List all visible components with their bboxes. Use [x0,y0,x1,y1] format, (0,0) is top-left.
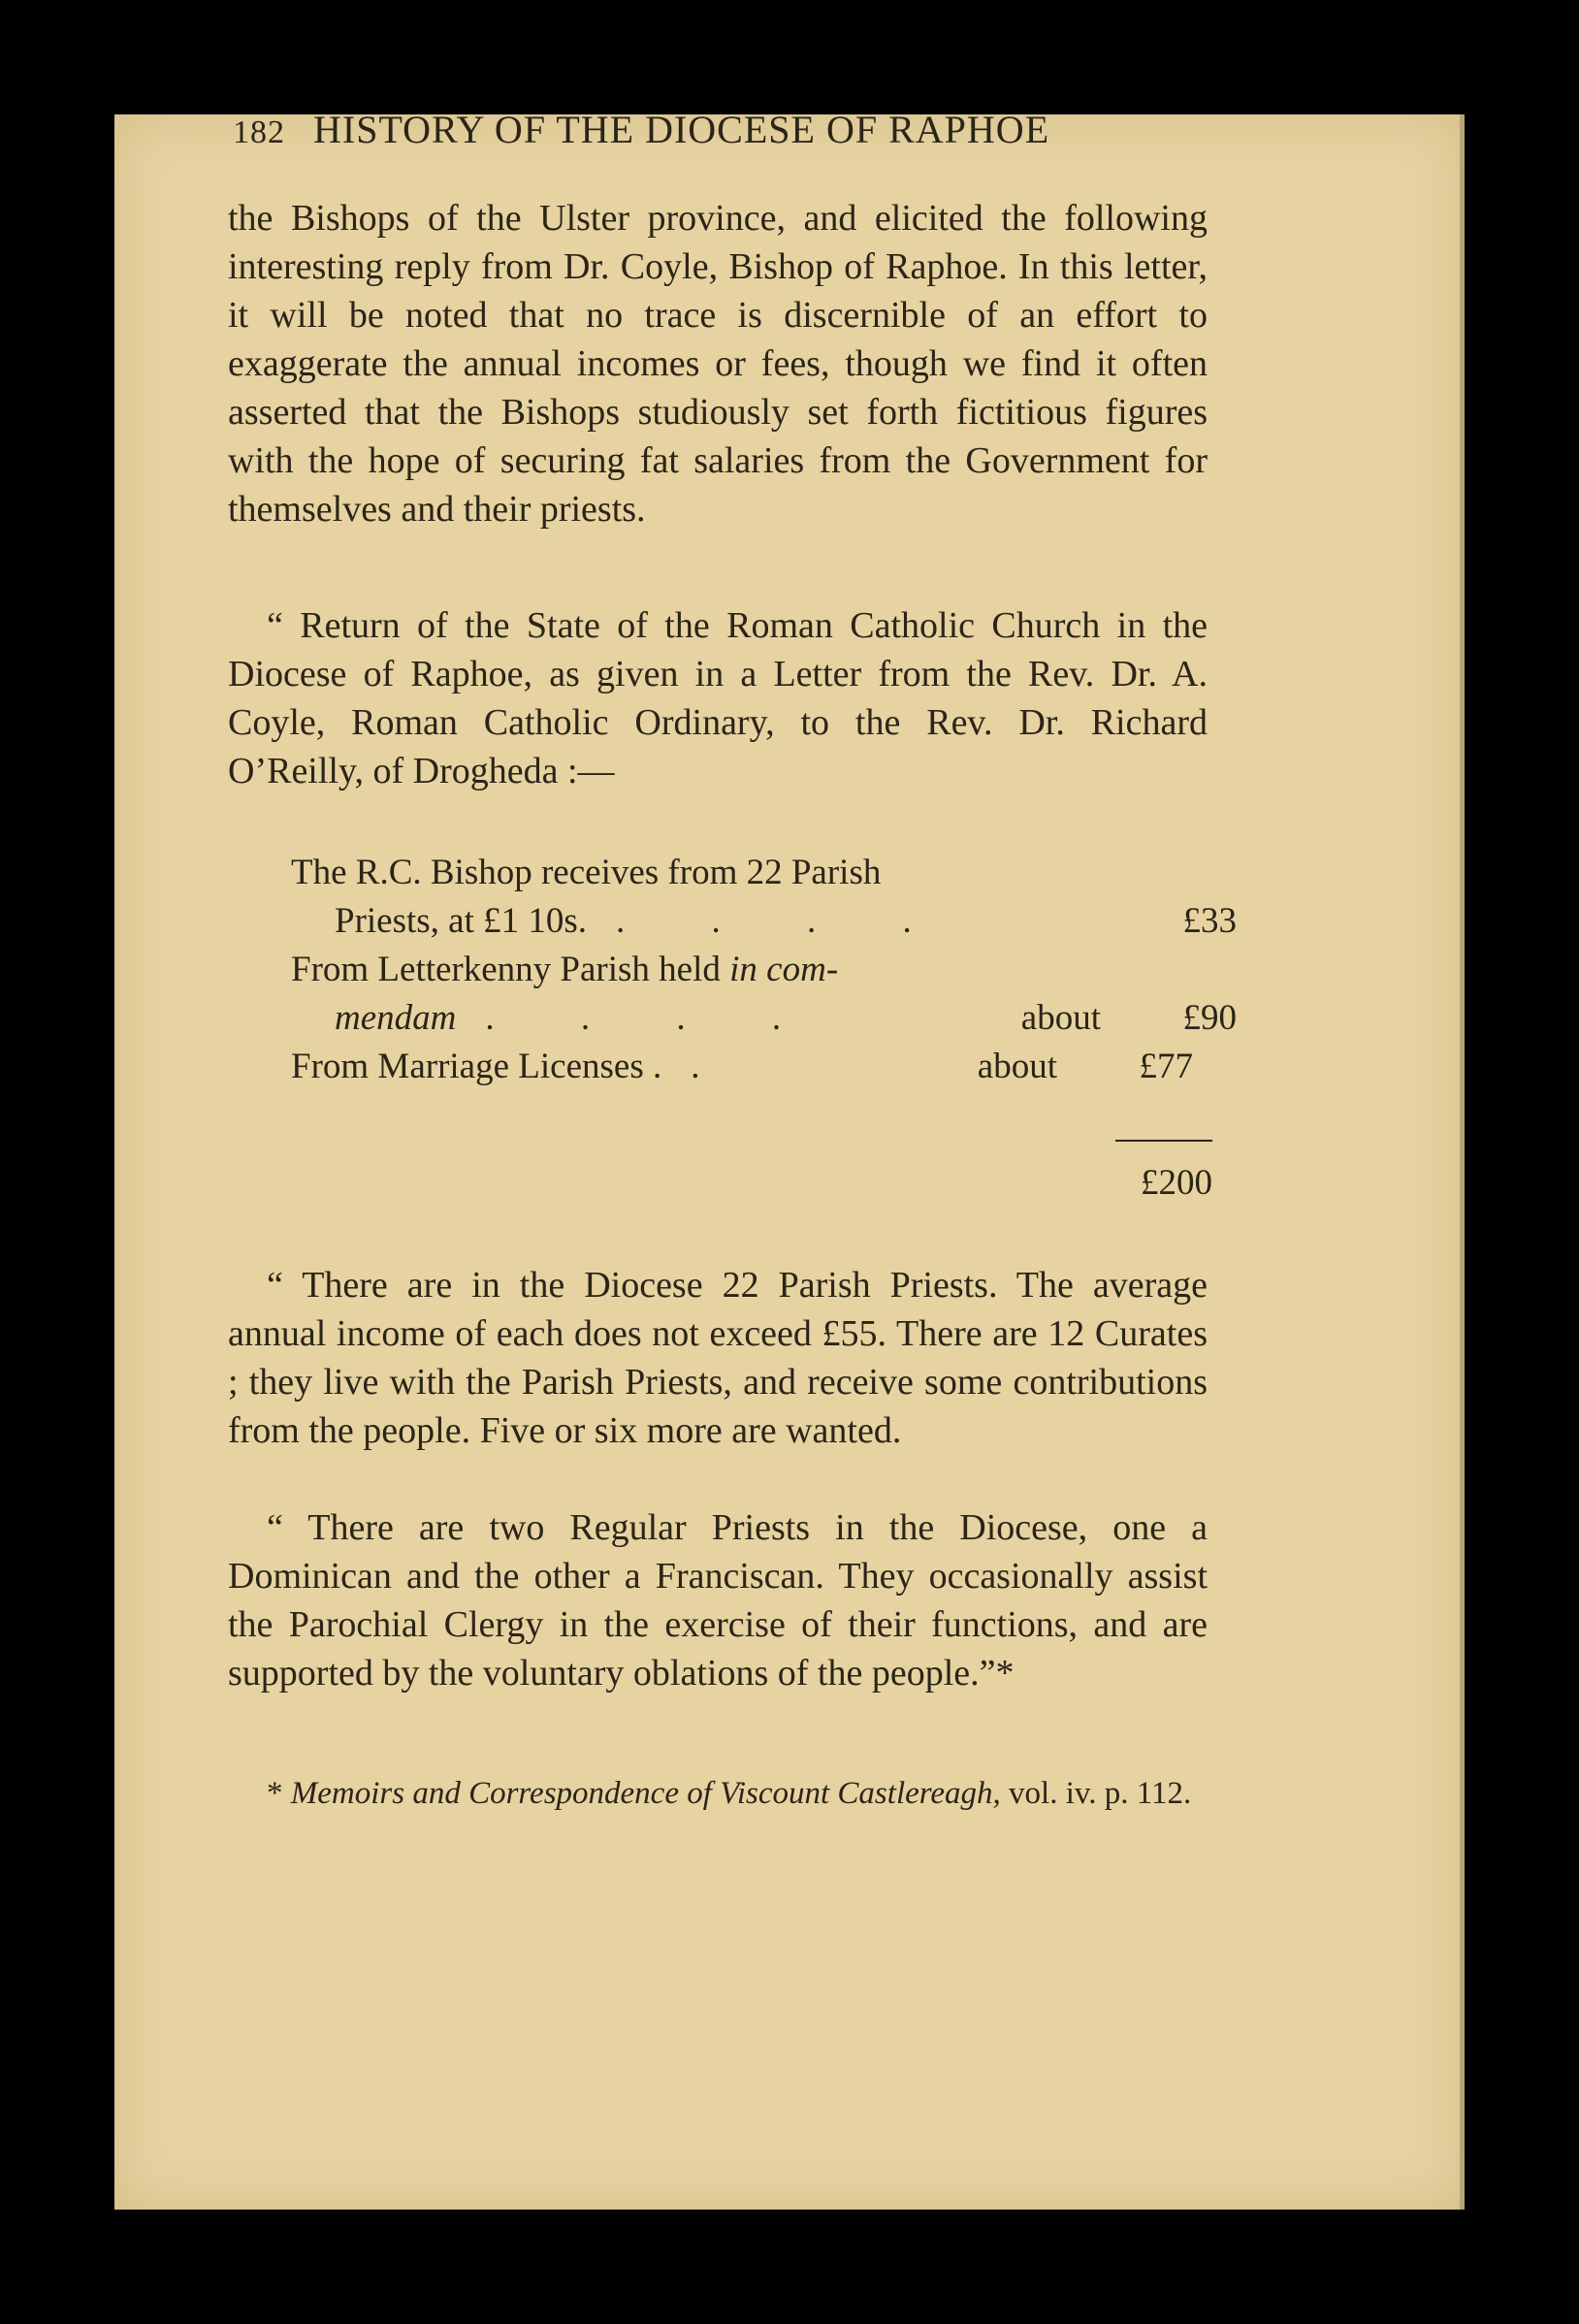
paragraph: “ Return of the State of the Roman Catholic Church in the Diocese of Raphoe, as given in a Letter from the Rev. Dr. A. Coyle, Roman Catholic Ordinary, to the Rev. Dr. Richard O’Reilly, of Drogheda :— [228,605,1208,791]
about-label: about [977,1047,1057,1086]
footnote [228,1775,1208,1812]
income-total: £200 [1141,1163,1212,1203]
paragraph-parish-priests [228,1261,1208,1455]
leader-dots: . [691,1047,739,1086]
income-description [291,946,1057,994]
paragraph: the Bishops of the Ulster province, and elicited the following interesting reply from Dr. Coyle, Bishop of Raphoe. In this letter, it will be noted that no trace is discernible of an effort to exaggerate the annual incomes or fees, though we find it often asserted that the Bishops studiously set forth fictitious figures with the hope of securing fat salaries from the Government for themselves and their priests. [228,198,1208,530]
paragraph-regular-priests [228,1503,1208,1697]
income-table [291,849,1261,1091]
leader-dots: . . . . [616,901,951,941]
income-row [291,946,1261,994]
running-header [233,107,1212,152]
income-description: The R.C. Bishop receives from 22 Parish [291,853,882,892]
sum-rule [1115,1140,1212,1142]
income-description [291,1043,1057,1091]
paragraph: “ There are in the Diocese 22 Parish Priests. The average annual income of each does not exceed £55. There are 12 Curates ; they live with the Parish Priests, and receive some contributions from the people. Five or six more are wanted. [228,1265,1208,1451]
about-label: about [1020,998,1101,1038]
income-row [291,849,1261,897]
page-number: 182 [233,114,285,150]
footnote-citation: vol. iv. p. 112. [1000,1776,1192,1811]
footnote-title: Memoirs and Correspondence of Viscount Castlereagh, [290,1776,1001,1811]
income-row [291,994,1261,1043]
income-label: From Letterkenny Parish held [291,950,730,989]
income-description-cont [291,897,1101,946]
income-amount: £90 [1182,998,1237,1038]
italic-term: mendam [335,998,457,1038]
income-row [291,1043,1261,1091]
income-row [291,897,1261,946]
paragraph-intro [228,194,1208,533]
page-edge [1460,114,1465,2210]
paragraph-return-heading [228,601,1208,795]
income-amount: £77 [1139,1047,1193,1086]
italic-term: in com- [729,950,839,989]
footnote-marker: * [267,1776,291,1811]
running-title: HISTORY OF THE DIOCESE OF RAPHOE [313,108,1050,151]
income-label: From Marriage Licenses . [291,1047,662,1086]
paragraph: “ There are two Regular Priests in the Diocese, one a Dominican and the other a Franciscan. They occasionally assist the Parochial Clergy in the exercise of their functions, and are supported by the voluntary oblations of the people.”* [228,1507,1208,1694]
leader-dots: . . . . [485,998,821,1038]
income-amount: £33 [1182,901,1237,941]
income-label: Priests, at £1 10s. [335,901,588,941]
income-description-cont [291,994,1101,1043]
